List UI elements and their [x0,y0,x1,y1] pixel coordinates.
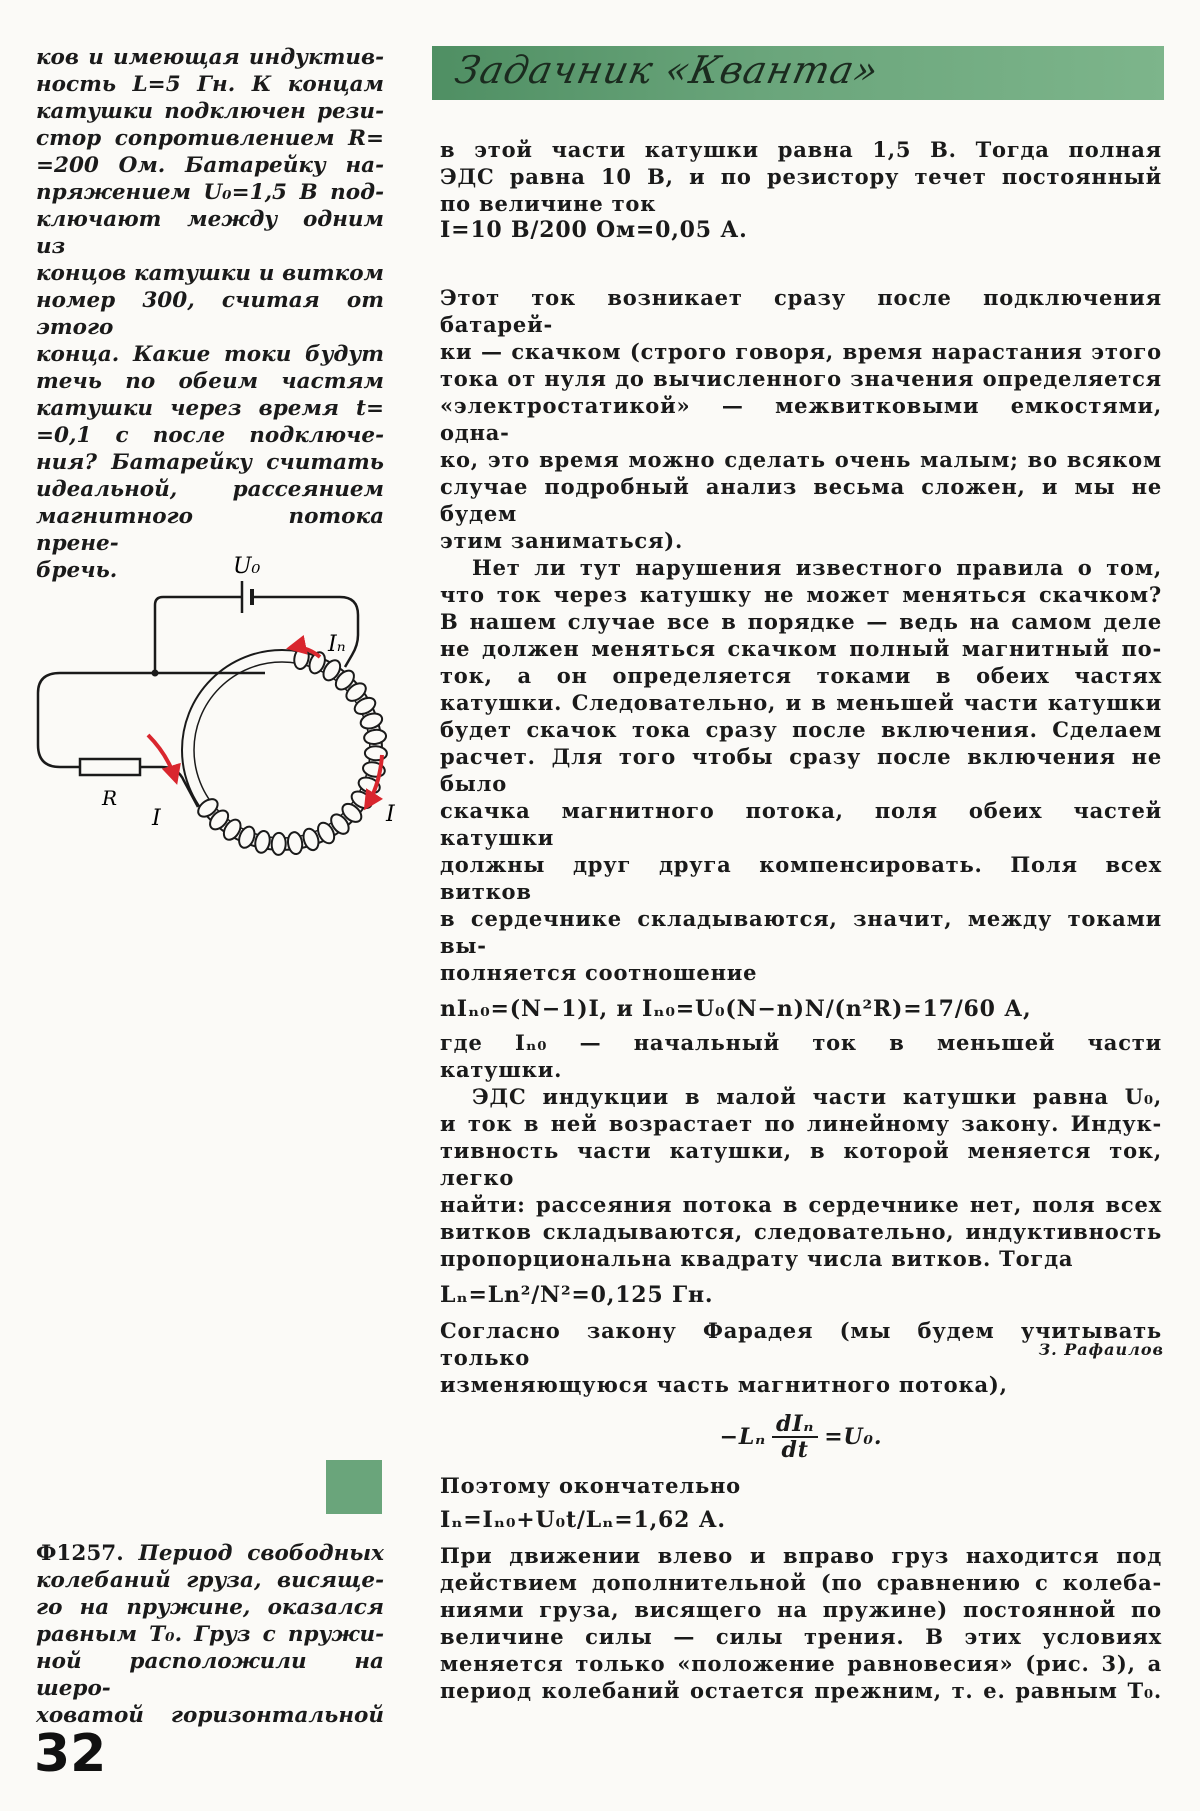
equation-inductance: Lₙ=Ln²/N²=0,125 Гн. [440,1282,714,1308]
problem-number: Ф1257. [36,1541,124,1566]
text-line: тока от нуля до вычисленного значения определяется [440,366,1162,391]
text-line: ния? Батарейку считать [36,450,384,475]
text-line: скачка магнитного потока, поля обеих частей катушки [440,798,1162,850]
text-line: найти: рассеяния потока в сердечнике нет, поля всех [440,1192,1162,1217]
coil-turn [287,831,304,855]
label-i-right: I [386,802,395,827]
text-line: ключают между одним из [36,207,384,259]
text-line: ной расположили на шеро- [36,1649,384,1701]
problem-text-top [36,44,384,584]
label-r: R [102,786,118,810]
equation-final-current: Iₙ=Iₙ₀+U₀t/Lₙ=1,62 А. [440,1507,726,1533]
text-line: в сердечнике складываются, значит, между токами вы- [440,906,1162,958]
section-marker [326,1460,382,1514]
fraction-denominator: dt [781,1437,809,1463]
arrow-i-left [148,735,176,781]
paragraph [440,554,1162,986]
text-line: течь по обеим частям [36,369,384,394]
text-line: го на пружине, оказался [36,1595,384,1620]
faraday-lhs: −Lₙ [719,1423,767,1450]
fraction-numerator: dIₙ [772,1412,818,1438]
text-line: меняется только «положение равновесия» (рис. 3), а [440,1651,1162,1676]
text-line: где Iₙ₀ — начальный ток в меньшей части [440,1030,1162,1055]
label-u0: U₀ [233,554,261,579]
text-line: катушки через время t= [36,396,384,421]
faraday-rhs: =U₀. [824,1423,883,1450]
text-line: ков и имеющая индуктив- [36,45,384,70]
text-line: катушки. Следовательно, и в меньшей части катушки [440,690,1162,715]
text-line: Этот ток возникает сразу после подключения батарей- [440,285,1162,337]
text-line: =0,1 с после подключе- [36,423,384,448]
text-line: витков складываются, следовательно, индуктивность [440,1219,1162,1244]
text-line: равным T₀. Груз с пружи- [36,1622,384,1647]
equation-current: I=10 В/200 Ом=0,05 А. [440,217,748,243]
text-line: этим заниматься). [440,528,684,553]
solution-column [440,136,1162,244]
label-i-left: I [152,806,161,831]
banner-title: Задачник «Кванта» [451,48,884,92]
problem-text-bottom [36,1540,384,1729]
paragraph [440,284,1162,554]
page-number: 32 [34,1724,107,1784]
text-line: =200 Ом. Батарейку на- [36,153,384,178]
text-line: ЭДС равна 10 В, и по резистору течет постоянный [440,164,1162,189]
text-line: полняется соотношение [440,960,758,985]
text-line: В нашем случае все в порядке — ведь на самом деле [440,609,1162,634]
equation-faraday [440,1412,1162,1462]
text-line: по величине ток [440,191,657,216]
coil-turn [363,728,387,745]
text-fragment: Период свободных [138,1541,384,1566]
text-line: конца. Какие токи будут [36,342,384,367]
coil-turn [365,746,387,761]
text-line: магнитного потока прене- [36,504,384,556]
text-line: случае подробный анализ весьма сложен, и мы не будем [440,474,1162,526]
text-line: пряжением U₀=1,5 В под- [36,180,384,205]
paragraph [440,1083,1162,1272]
wire-battery-left [155,597,242,673]
paragraph [440,1542,1162,1704]
text-line: величине силы — силы трения. В этих условиях [440,1624,1162,1649]
problem-first-line [36,1540,384,1567]
section-banner [432,46,1164,100]
text-line: ко, это время можно сделать очень малым; во всяком [440,447,1162,472]
resistor [80,759,140,775]
text-line: пропорциональна квадрату числа витков. Тогда [440,1246,1074,1271]
toroid-circuit-figure [20,545,420,875]
paragraph: Поэтому окончательно [440,1473,741,1498]
text-line: расчет. Для того чтобы сразу после включения не было [440,744,1162,796]
coil-windings [195,646,387,855]
text-line: концов катушки и витком [36,261,384,286]
text-line: изменяющуюся часть магнитного потока), [440,1372,1008,1397]
text-line: «электростатикой» — межвитковыми емкостями, одна- [440,393,1162,445]
junction-dot [152,670,159,677]
text-line: что ток через катушку не может меняться скачком? [440,582,1162,607]
wire-left [38,673,155,767]
text-line: в этой части катушки равна 1,5 В. Тогда полная [440,137,1162,162]
text-line: ховатой горизонтальной [36,1703,384,1728]
text-line: номер 300, считая от этого [36,288,384,340]
fraction [772,1412,818,1462]
text-line: будет скачок тока сразу после включения. Сделаем [440,717,1162,742]
text-line: Согласно закону Фарадея (мы будем учитывать только [440,1318,1162,1370]
paragraph [440,136,1162,217]
text-line: стор сопротивлением R= [36,126,384,151]
text-line: должны друг друга компенсировать. Поля всех витков [440,852,1162,904]
text-line: ниями груза, висящего на пружине) постоянной по [440,1597,1162,1622]
text-line: бречь. [36,558,118,583]
text-line: катушки. [440,1057,563,1082]
author-signature: З. Рафаилов [1038,1340,1164,1359]
text-line: и ток в ней возрастает по линейному закону. Индук- [440,1111,1162,1136]
equation-initial-current: nIₙ₀=(N−1)I, и Iₙ₀=U₀(N−n)N/(n²R)=17/60 А, [440,996,1032,1022]
text-line: ность L=5 Гн. К концам [36,72,384,97]
text-line: ки — скачком (строго говоря, время нарастания этого [440,339,1162,364]
text-line: ЭДС индукции в малой части катушки равна U₀, [472,1084,1162,1109]
text-line: Нет ли тут нарушения известного правила о том, [472,555,1162,580]
solution-column-bottom [440,1542,1162,1704]
paragraph [440,1029,1162,1083]
text-line: колебаний груза, висяще- [36,1568,384,1593]
text-line: идеальной, рассеянием [36,477,384,502]
text-line: не должен меняться скачком полный магнитный по- [440,636,1162,661]
coil-turn [271,833,286,855]
text-line: действием дополнительной (по сравнению с колеба- [440,1570,1162,1595]
text-line: ток, а он определяется токами в обеих частях [440,663,1162,688]
label-in: Iₙ [328,632,346,657]
text-line: тивность части катушки, в которой меняется ток, легко [440,1138,1162,1190]
text-line: При движении влево и вправо груз находится под [440,1543,1162,1568]
text-line: катушки подключен рези- [36,99,384,124]
text-line: период колебаний остается прежним, т. е. равным T₀. [440,1678,1162,1703]
